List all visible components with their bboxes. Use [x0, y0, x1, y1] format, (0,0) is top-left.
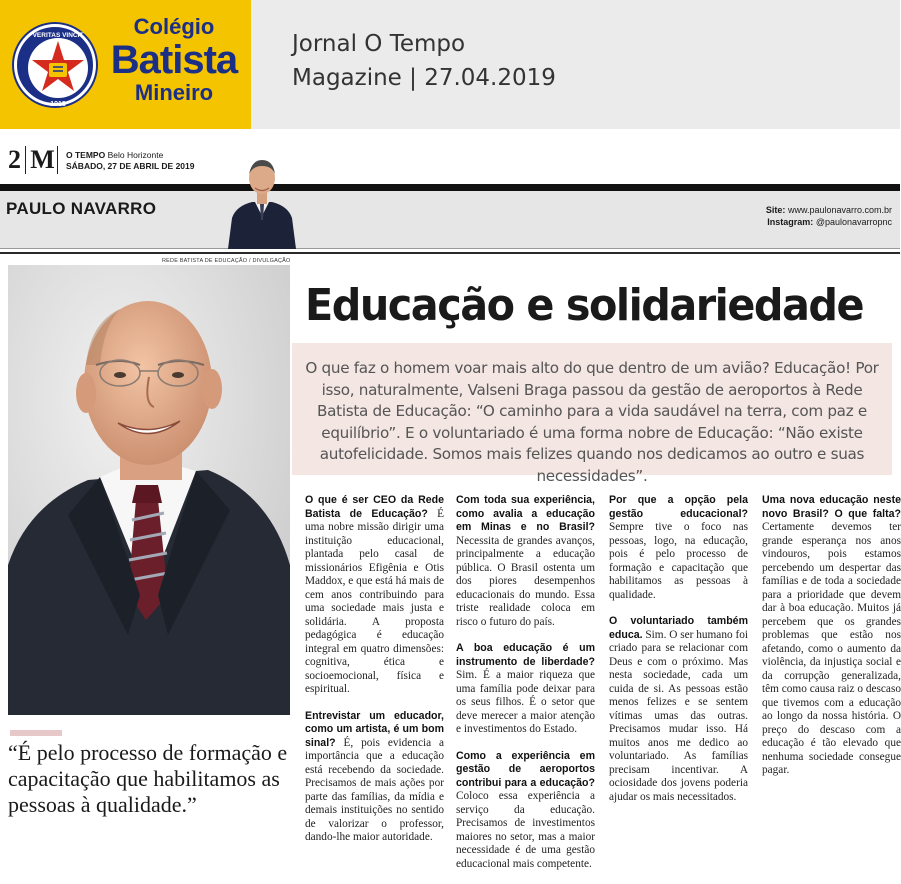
publication-name: Jornal O Tempo [292, 31, 466, 57]
answer: Sempre tive o foco nas pessoas, logo, na educação, pois é pelo processo de formação e capacitação que habilitamos as pessoas à qualidade. [609, 521, 748, 601]
author-name: PAULO NAVARRO [6, 199, 157, 218]
qa-item [456, 494, 595, 629]
photo-credit: REDE BATISTA DE EDUCAÇÃO / DIVULGAÇÃO [162, 258, 291, 264]
school-logo [0, 0, 251, 129]
article-column-1 [305, 494, 444, 858]
article-column-4 [762, 494, 901, 791]
masthead-info [66, 150, 194, 172]
logo-wordmark [104, 16, 244, 104]
page-number: 2 [4, 146, 26, 174]
qa-item [609, 494, 748, 602]
question: Entrevistar um educador, como um artista, é um bom sinal? [305, 709, 444, 749]
qa-item [305, 710, 444, 845]
question: O voluntariado também educa. [609, 615, 748, 641]
answer: É uma nobre missão dirigir uma instituição educacional, plantada pelo casal de missionários Efigênia e Otis Maddox, e que está há mais de cem anos contribuindo para uma sociedade mais justa e solidária. A proposta pedagógica é educação integral em quatro dimensões: cognitiva, ética e socioemocional, física e espiritual. [305, 507, 444, 695]
paper-city: Belo Horizonte [107, 150, 164, 160]
seal-year: 1918 [50, 101, 66, 108]
question: Com toda sua experiência, como avalia a educação em Minas e no Brasil? [456, 494, 595, 533]
author-contacts [766, 204, 892, 228]
pull-quote: “É pelo processo de formação e capacitação que habilitamos as pessoas à qualidade.” [8, 740, 288, 817]
answer: Sim. O ser humano foi criado para se relacionar com Deus e com o próximo. Mas nesta sociedade, cada um cuida de si. As pessoas estão menos felizes e se sentem vítimas umas das outras. Precisamos mudar isso. Há muitos anos me dedico ao voluntariado. As famílias precisam incentivar. A ociosidade dos jovens poderia ajudar os mais necessitados. [609, 628, 748, 803]
answer: Coloco essa experiência a serviço da educação. Precisamos de investimentos maiores no setor, mas a maior necessidade é de uma gestão educacional mais competente. [456, 790, 595, 870]
interviewee-portrait [8, 265, 290, 715]
date-line: SÁBADO, 27 DE ABRIL DE 2019 [66, 161, 195, 171]
question: Por que a opção pela gestão educacional? [609, 494, 748, 520]
logo-line-3: Mineiro [134, 80, 214, 105]
article-lead: O que faz o homem voar mais alto do que dentro de um avião? Educação! Por isso, naturalmente, Valseni Braga passou da gestão de aeroportos à Rede Batista de Educação: “O caminho para a vida saudável na terra, com paz e equilíbrio”. E o voluntariado é uma forma nobre de Educação: “Não existe autofelicidade. Somos mais felizes quando nos dedicamos ao outro e suas necessidades”. [305, 359, 879, 485]
newspaper-masthead [0, 146, 900, 180]
edition-date: Magazine | 27.04.2019 [292, 65, 556, 91]
site-link[interactable]: www.paulonavarro.com.br [787, 205, 892, 215]
qa-item [456, 642, 595, 737]
answer: Necessita de grandes avanços, principalmente a educação pública. O Brasil ostenta um dos piores desempenhos educacionais do mundo. Essa triste realidade coloca em risco o futuro do país. [456, 534, 595, 628]
qa-item [305, 494, 444, 697]
instagram-handle[interactable]: @paulonavarropnc [815, 217, 892, 227]
publication-info [292, 28, 556, 96]
article-column-3 [609, 494, 748, 817]
logo-line-1: Colégio [133, 14, 215, 39]
author-photo [222, 150, 302, 249]
logo-line-2: Batista [110, 38, 238, 82]
answer: É, pois evidencia a importância que a educação está recebendo da sociedade. Precisamos de mais ações por parte das famílias, da mídia e demais instituições no sentido de valorizar o professor, dando-lhe maior autoridade. [305, 736, 445, 843]
article-column-2 [456, 494, 595, 884]
section-letter: M [28, 146, 58, 174]
seal-motto: VERITAS VINCIT [32, 32, 84, 39]
paper-name: O TEMPO [66, 150, 106, 160]
instagram-label: Instagram: [767, 217, 814, 227]
site-label: Site: [765, 205, 786, 215]
question: O que é ser CEO da Rede Batista de Educação? [305, 494, 444, 520]
school-seal-icon [14, 24, 96, 106]
question: Como a experiência em gestão de aeroportos contribui para a educação? [456, 749, 595, 789]
article-headline: Educação e solidariedade [305, 280, 864, 331]
question: A boa educação é um instrumento de liberdade? [456, 642, 595, 668]
qa-item [609, 615, 748, 804]
answer: Sim. É a maior riqueza que uma família pode deixar para os seus filhos. É o setor que deve merecer a maior atenção e investimentos do Estado. [456, 669, 595, 735]
question: Uma nova educação neste novo Brasil? O que falta? [762, 494, 901, 520]
masthead-rule [0, 184, 900, 191]
answer: Certamente devemos ter grande esperança nos anos vindouros, pois estamos percebendo um despertar das famílias e de toda a sociedade para a prioridade que devem dar à boa educação. Muitos já percebem que os grandes problemas que estão nos afetando, como o aumento da violência, da injustiça social e da corrupção generalizada, têm como causa raiz o descaso que tivemos com a educação ao longo da nossa história. O preço do descaso com a educação é tão elevado que nenhuma sociedade consegue pagar. [762, 521, 901, 776]
qa-item [456, 750, 595, 872]
qa-item [762, 494, 901, 778]
pull-quote-bar [10, 730, 62, 736]
